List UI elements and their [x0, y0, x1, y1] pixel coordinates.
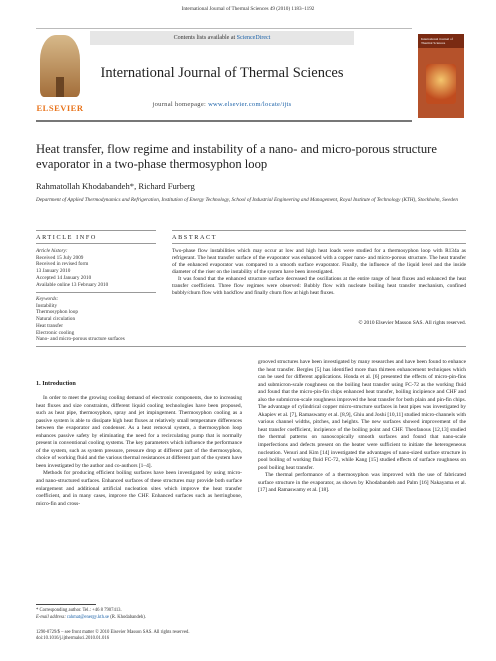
abstract-paragraph: It was found that the enhanced structure surface decreased the oscillations at the entire range of heat fluxes and enhanced the heat transfer coefficient. Three flow regimes were observed: Bubbly flow with nucleate boiling heat transfer mechanism, confined bubbly/churn flow with backflow and finally churn flow at high heat fluxes. — [172, 275, 466, 296]
abstract-paragraph: Two-phase flow instabilities which may occur at low and high heat loads were studied for a thermosyphon loop with R134a as refrigerant. The heat transfer surface of the evaporator was enhanced with a copper nano- and micro-porous structure. The heat transfer of the enhanced evaporator was compared to a smooth surface evaporator. Finally, the influence of the liquid level and the inside diameter of the riser on the instability of the system have been investigated. — [172, 248, 466, 275]
footnote — [36, 608, 246, 621]
divider — [36, 292, 156, 293]
body-paragraph: In order to meet the growing cooling demand of electronic components, due to increasing heat fluxes and size constraints, different liquid cooling technologies have been proposed, such as heat pipe, thermosyphon, spray and jet impingement. Thermosyphon cooling as a passive system is able to dissipate high heat fluxes at relatively small temperature differences between the evaporator and condenser. As a heat removal system, a thermosyphon loop enhances passive safety by eliminating the need for a recirculating pump that is normally present in conventional cooling systems. The key parameters which influence the performance of the system, such as system pressure, pressure drop at different part of the thermosyphon, choice of working fluid and the various thermal resistances at different part of the system have been investigated by the author and co-authors [1–4]. — [36, 395, 242, 469]
divider — [36, 243, 156, 244]
body-column-left — [36, 395, 242, 508]
journal-home-link[interactable]: www.elsevier.com/locate/ijts — [208, 101, 292, 108]
body-paragraph: Methods for producing efficient boiling surfaces have been investigated by using micro- and nano-structured surfaces. Enhanced surfaces of these structures may provide both surface enlargement and additional artificial nucleation sites which improve the heat transfer coefficient, and in many cases, improve the CHF. Enhanced surfaces such as herringbone, micro-fin and cross- — [36, 470, 242, 507]
tree-icon — [40, 35, 80, 97]
copyright: © 2010 Elsevier Masson SAS. All rights reserved. — [358, 320, 466, 326]
keywords-label: Keywords: — [36, 296, 59, 302]
cover-title: International Journal of Thermal Sciences — [421, 37, 453, 46]
paper-authors: Rahmatollah Khodabandeh*, Richard Furberg — [36, 181, 195, 191]
history-item: Received in revised form — [36, 261, 89, 268]
abstract-heading: ABSTRACT — [172, 234, 218, 241]
journal-home-prefix: journal homepage: — [152, 101, 209, 108]
paper-title: Heat transfer, flow regime and instability of a nano- and micro-porous structure evaporator in a two-phase thermosyphon loop — [36, 142, 437, 171]
article-info-heading: ARTICLE INFO — [36, 234, 97, 241]
issn-line: 1290-0729/$ – see front matter © 2010 Elsevier Masson SAS. All rights reserved. — [36, 630, 190, 635]
email-suffix: (R. Khodabandeh). — [109, 614, 146, 620]
keyword: Nano- and micro-porous structure surfaces — [36, 336, 125, 343]
body-column-right — [258, 359, 466, 495]
keyword: Electronic cooling — [36, 329, 75, 336]
keyword: Heat transfer — [36, 322, 63, 329]
keyword: Instability — [36, 302, 58, 309]
elsevier-logo[interactable] — [36, 33, 84, 119]
footnote-rule — [36, 604, 96, 605]
history-item: Received 15 July 2009 — [36, 254, 84, 261]
divider — [36, 230, 156, 231]
journal-header — [36, 28, 412, 122]
contents-prefix: Contents lists available at — [173, 35, 237, 41]
abstract-body — [172, 248, 466, 297]
journal-cover-image[interactable] — [418, 34, 464, 118]
journal-homepage — [90, 101, 354, 108]
email-line — [36, 615, 246, 622]
divider — [172, 230, 466, 231]
article-history — [36, 248, 156, 288]
publisher-logo-text: ELSEVIER — [36, 103, 84, 113]
body-paragraph: The thermal performance of a thermosyphon was improved with the use of fabricated surface structure in the evaporator, as shown by Khodabandeh and Palm [16] Nakayama et al. [17] and Ramaswamy et al. [18]. — [258, 472, 466, 494]
journal-title: International Journal of Thermal Sciences — [100, 65, 344, 81]
history-item: 13 January 2010 — [36, 268, 71, 275]
divider — [36, 346, 466, 347]
body-paragraph: grooved structures have been investigated by many researches and have been found to enhance the heat transfer. Bergles [5] has identified more than thirteen enhancement techniques which can be used for different applications. Honda et al. [6] presented the effects of micro-pin-fins and submicron-scale roughness on the boiling heat transfer using FC-72 as the working fluid and found that the micro-pin-fin chips enhanced heat transfer, boiling incipience and CHF and also the submicron-scale roughness improved the heat transfer for both plain and pin-fin chips. The advantage of cylindrical copper micro-structure surfaces in heat pipes was investigated by Akapiev et al. [7], Ramaswamy et al. [8,9], Ghiu and Joshi [10,11] studied micro-channels with various channel widths, pitches, and heights. The new surfaces showed improvement of the heat transfer coefficient, incipience of the boiling point and CHF. Theofanous [12,13] studied the thermal patterns on nanoscopically smooth surfaces and found that nano-scale imperfections and defects present on the heater were sufficient to initiate the heterogeneous nucleation. Venuri and Kim [14] investigated the advantages of nano-sized surface structure in pool boiling of working fluid FC-72, while Kang [15] studied effects of surface roughness on pool boiling heat transfer. — [258, 359, 466, 471]
history-item: Available online 13 February 2010 — [36, 281, 109, 288]
contents-bar — [90, 31, 354, 45]
doi-line[interactable]: doi:10.1016/j.ijthermalsci.2010.01.016 — [36, 636, 110, 642]
corresponding-author: * Corresponding author. Tel.: +46 8 7907413. — [36, 608, 122, 613]
cover-art — [426, 64, 456, 104]
email-link[interactable]: rahmat@energy.kth.se — [67, 614, 110, 620]
divider — [172, 243, 466, 244]
history-label: Article history: — [36, 248, 68, 254]
keyword: Natural circulation — [36, 316, 76, 323]
keywords — [36, 296, 166, 343]
keyword: Thermosyphon loop — [36, 309, 78, 316]
section-heading: 1. Introduction — [36, 380, 76, 387]
publication-info — [36, 630, 336, 643]
email-label: E-mail address: — [36, 614, 66, 620]
running-header: International Journal of Thermal Sciences 49 (2010) 1183–1192 — [181, 6, 315, 12]
affiliation: Department of Applied Thermodynamics and Refrigeration, Institution of Energy Technology, School of Industrial Engineering and Management, Royal Institute of Technology (KTH), Stockholm, Sweden — [36, 197, 458, 203]
sciencedirect-link[interactable]: ScienceDirect — [236, 35, 271, 41]
history-item: Accepted 14 January 2010 — [36, 274, 92, 281]
